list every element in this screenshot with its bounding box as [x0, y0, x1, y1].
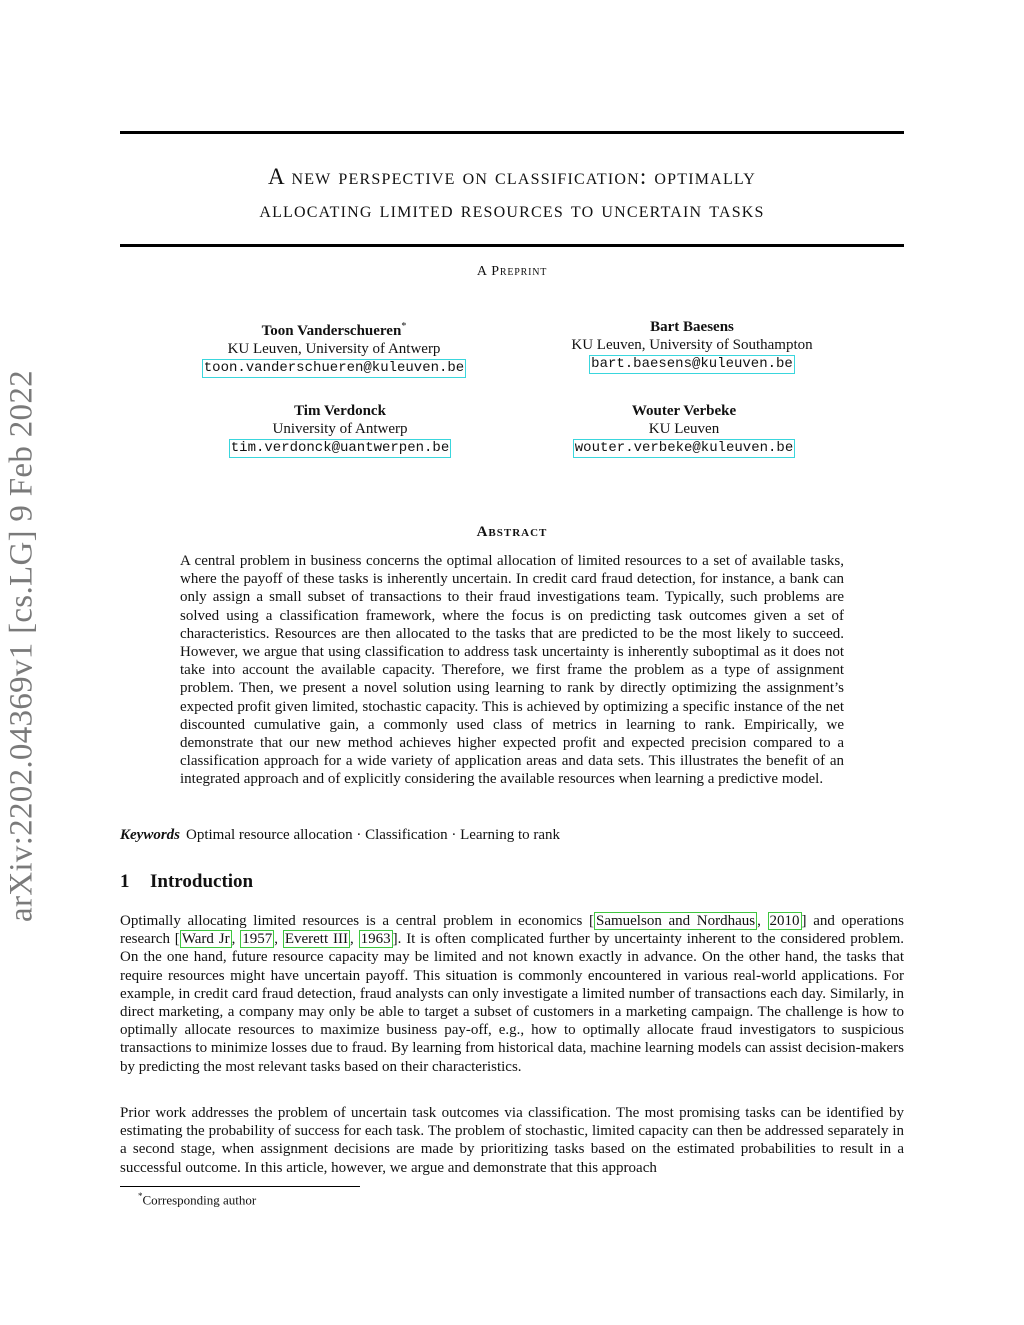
author-affiliation: University of Antwerp [272, 421, 408, 437]
author-affiliation: KU Leuven, University of Antwerp [227, 341, 441, 357]
intro-paragraph-2: Prior work addresses the problem of uncertain task outcomes via classification. The most promising tasks can be identified by estimating the probability of success for each task. The problem of stochastic, limited capacity can then be addressed separately in a second stage, when assignment decisions are made by prioritizing tasks based on the estimated probabilities to result in a successful outcome. In this article, however, we argue and demonstrate that this approach [120, 1105, 904, 1176]
author-affiliation: KU Leuven, University of Southampton [571, 337, 813, 353]
citation-year-link[interactable]: 2010 [769, 913, 800, 929]
footnote-text: Corresponding author [142, 1192, 257, 1208]
citation-year-link[interactable]: 1957 [242, 931, 273, 948]
author-name: Tim Verdonck [294, 403, 386, 419]
author-name: Wouter Verbeke [631, 403, 737, 419]
title-rule-bottom [120, 244, 904, 247]
title-rule-top [120, 131, 904, 134]
footnote [138, 1191, 256, 1208]
footnote-marker: * [401, 321, 407, 332]
paper-title [120, 160, 904, 226]
author-affiliation: KU Leuven [648, 421, 720, 437]
author-name: Bart Baesens [650, 319, 734, 335]
section-number: 1 [120, 871, 130, 892]
citation-link[interactable]: Ward Jr [181, 931, 230, 948]
author-email-link[interactable]: bart.baesens@kuleuven.be [591, 356, 793, 372]
author-block [522, 318, 862, 374]
keywords-label: Keywords [120, 827, 180, 843]
arxiv-sidebar-stamp [2, 364, 42, 928]
arxiv-identifier: arXiv:2202.04369v1 [cs.LG] 9 Feb 2022 [3, 370, 40, 922]
intro-paragraph-1: Optimally allocating limited resources is a central problem in economics [ Samuelson and Nordhaus , 2010 ] and operations research [ Ward Jr , 1957 , Everett III , 1963 ]. It is often complicated further by uncertainty inherent to the considered problem. On the one hand, future resource capacity may be limited and not known exactly in advance. On the other hand, the tasks that require resources might have uncertain payoff. This situation is commonly encountered in various real-world applications. For example, in credit card fraud detection, fraud analysts can only investigate a limited number of transactions each day. Similarly, in direct marketing, a company may only be able to target a subset of customers in a marketing campaign. The challenge is how to optimally allocate resources to maximize business pay-off, e.g., how to optimally allocate fraud investigators to suspicious transactions to minimize losses due to fraud. By learning from historical data, machine learning models can assist decision-makers by predicting the most relevant tasks based on their characteristics. [120, 913, 905, 1075]
section-title: Introduction [150, 871, 254, 892]
author-block [164, 318, 504, 378]
title-line-2: allocating limited resources to uncertain tasks [259, 197, 765, 222]
author-email-link[interactable]: tim.verdonck@uantwerpen.be [230, 440, 450, 456]
title-line-1: A new perspective on classification: optimally [267, 164, 757, 189]
section-heading [120, 871, 253, 893]
abstract-text: A central problem in business concerns the optimal allocation of limited resources to a set of available tasks, where the payoff of these tasks is inherently uncertain. In credit card fraud detection, for instance, a bank can only assign a small subset of transactions to their fraud investigations team. Typically, such problems are solved using a classification framework, where the focus is on predicting task outcomes given a set of characteristics. Resources are then allocated to the tasks that are predicted to be the most likely to succeed. However, we argue that using classification to address task uncertainty is inherently suboptimal as it does not take into account the available capacity. Therefore, we first frame the problem as a type of assignment problem. Then, we present a novel solution using learning to rank by directly optimizing the assignment’s expected profit given limited, stochastic capacity. This is achieved by optimizing a specific instance of the net discounted cumulative gain, a commonly used class of metrics in learning to rank. Empirically, we demonstrate that our new method achieves higher expected profit and expected precision compared to a classification approach for a wide variety of application areas and data sets. This illustrates the benefit of an integrated approach and of explicitly considering the available resources when learning a predictive model. [180, 553, 844, 788]
abstract-heading: Abstract [476, 524, 548, 540]
footnote-marker: * [138, 1191, 143, 1201]
author-email-link[interactable]: toon.vanderschueren@kuleuven.be [203, 360, 465, 376]
author-email-link[interactable]: wouter.verbeke@kuleuven.be [574, 440, 794, 456]
citation-link[interactable]: Samuelson and Nordhaus [595, 913, 756, 929]
citation-year-link[interactable]: 1963 [360, 931, 391, 948]
keywords-line [120, 827, 560, 844]
author-name: Toon Vanderschueren* [261, 321, 407, 339]
preprint-label: A Preprint [476, 264, 548, 279]
footnote-rule [120, 1186, 360, 1187]
citation-link[interactable]: Everett III [284, 931, 348, 948]
author-block [170, 402, 510, 458]
author-block [514, 402, 854, 458]
keywords-text: Optimal resource allocation · Classification · Learning to rank [186, 827, 561, 843]
